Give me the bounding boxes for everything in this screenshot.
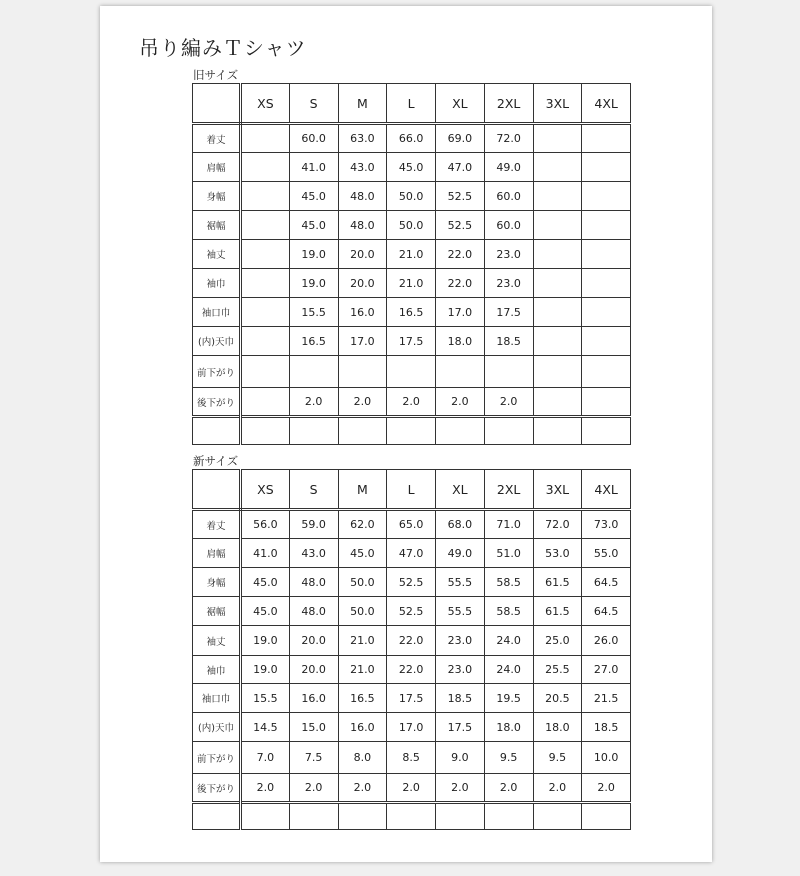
empty-cell — [289, 417, 338, 445]
measurement-value: 59.0 — [289, 510, 338, 539]
measurement-value: 45.0 — [387, 153, 436, 182]
measurement-value: 49.0 — [436, 539, 485, 568]
measurement-value: 2.0 — [387, 774, 436, 803]
measurement-value — [582, 124, 631, 153]
measurement-value: 52.5 — [387, 597, 436, 626]
measurement-value: 2.0 — [484, 774, 533, 803]
measurement-value: 23.0 — [484, 269, 533, 298]
measurement-value: 20.0 — [289, 656, 338, 684]
measurement-label: 裾幅 — [193, 597, 241, 626]
size-header-l: L — [387, 84, 436, 124]
measurement-value: 18.5 — [436, 684, 485, 713]
measurement-value — [533, 269, 582, 298]
measurement-value: 8.5 — [387, 742, 436, 774]
page-title: 吊り編みＴシャツ — [139, 36, 307, 60]
measurement-value: 45.0 — [338, 539, 387, 568]
empty-cell — [387, 417, 436, 445]
measurement-value: 47.0 — [387, 539, 436, 568]
measurement-value: 15.0 — [289, 713, 338, 742]
measurement-value: 17.0 — [387, 713, 436, 742]
measurement-value — [533, 153, 582, 182]
empty-cell — [193, 417, 241, 445]
measurement-value: 51.0 — [484, 539, 533, 568]
size-header-4xl: 4XL — [582, 84, 631, 124]
measurement-value: 16.5 — [338, 684, 387, 713]
measurement-value — [436, 356, 485, 388]
empty-cell — [582, 803, 631, 830]
measurement-value: 17.0 — [436, 298, 485, 327]
measurement-value: 22.0 — [436, 269, 485, 298]
empty-cell — [533, 417, 582, 445]
measurement-label: 袖口巾 — [193, 298, 241, 327]
measurement-value: 55.5 — [436, 597, 485, 626]
measurement-value: 65.0 — [387, 510, 436, 539]
measurement-label: 後下がり — [193, 774, 241, 803]
measurement-value: 73.0 — [582, 510, 631, 539]
measurement-value: 24.0 — [484, 626, 533, 656]
measurement-value: 41.0 — [241, 539, 290, 568]
measurement-value — [387, 356, 436, 388]
measurement-value: 43.0 — [338, 153, 387, 182]
measurement-value: 62.0 — [338, 510, 387, 539]
measurement-value — [582, 356, 631, 388]
measurement-value: 19.0 — [289, 269, 338, 298]
measurement-label: 着丈 — [193, 124, 241, 153]
measurement-value: 16.0 — [338, 298, 387, 327]
measurement-value: 2.0 — [289, 774, 338, 803]
measurement-value — [533, 211, 582, 240]
measurement-value: 64.5 — [582, 597, 631, 626]
measurement-label: 袖丈 — [193, 240, 241, 269]
measurement-value — [582, 211, 631, 240]
header-row — [193, 470, 631, 510]
empty-cell — [338, 803, 387, 830]
measurement-value: 7.5 — [289, 742, 338, 774]
table-row — [193, 298, 631, 327]
table-row — [193, 597, 631, 626]
measurement-value: 52.5 — [436, 211, 485, 240]
measurement-value: 50.0 — [387, 211, 436, 240]
measurement-value: 24.0 — [484, 656, 533, 684]
measurement-value — [241, 327, 290, 356]
measurement-value: 55.5 — [436, 568, 485, 597]
empty-cell — [436, 417, 485, 445]
old-size-section-label: 旧サイズ — [193, 68, 239, 82]
size-header-3xl: 3XL — [533, 84, 582, 124]
measurement-value: 60.0 — [484, 211, 533, 240]
measurement-label: 肩幅 — [193, 153, 241, 182]
measurement-label: 袖口巾 — [193, 684, 241, 713]
measurement-value: 20.0 — [338, 269, 387, 298]
measurement-value — [533, 356, 582, 388]
measurement-value — [241, 240, 290, 269]
measurement-value: 17.5 — [436, 713, 485, 742]
measurement-value: 45.0 — [289, 211, 338, 240]
table-row — [193, 539, 631, 568]
measurement-value — [533, 327, 582, 356]
measurement-value: 43.0 — [289, 539, 338, 568]
measurement-value: 17.0 — [338, 327, 387, 356]
measurement-value: 56.0 — [241, 510, 290, 539]
measurement-value: 20.0 — [289, 626, 338, 656]
size-header-2xl: 2XL — [484, 470, 533, 510]
corner-cell — [193, 84, 241, 124]
measurement-value: 20.5 — [533, 684, 582, 713]
measurement-value: 2.0 — [289, 388, 338, 417]
table-row — [193, 124, 631, 153]
measurement-value: 48.0 — [338, 211, 387, 240]
measurement-value: 17.5 — [387, 327, 436, 356]
measurement-label: 肩幅 — [193, 539, 241, 568]
measurement-value: 16.0 — [338, 713, 387, 742]
measurement-value: 55.0 — [582, 539, 631, 568]
measurement-value: 23.0 — [436, 626, 485, 656]
measurement-label: 前下がり — [193, 742, 241, 774]
measurement-value — [533, 298, 582, 327]
measurement-value: 50.0 — [387, 182, 436, 211]
table-row — [193, 742, 631, 774]
table-row — [193, 182, 631, 211]
size-header-s: S — [289, 470, 338, 510]
measurement-value: 61.5 — [533, 568, 582, 597]
measurement-value — [289, 356, 338, 388]
measurement-value: 50.0 — [338, 568, 387, 597]
measurement-value: 58.5 — [484, 597, 533, 626]
table-row — [193, 327, 631, 356]
measurement-value: 48.0 — [338, 182, 387, 211]
table-row — [193, 626, 631, 656]
size-header-4xl: 4XL — [582, 470, 631, 510]
measurement-value: 50.0 — [338, 597, 387, 626]
size-header-xl: XL — [436, 84, 485, 124]
measurement-value: 23.0 — [484, 240, 533, 269]
measurement-value: 18.0 — [436, 327, 485, 356]
measurement-value: 41.0 — [289, 153, 338, 182]
measurement-value — [533, 182, 582, 211]
empty-cell — [582, 417, 631, 445]
measurement-value: 23.0 — [436, 656, 485, 684]
measurement-value — [241, 124, 290, 153]
measurement-value: 9.0 — [436, 742, 485, 774]
measurement-value: 71.0 — [484, 510, 533, 539]
measurement-value — [582, 269, 631, 298]
measurement-value: 2.0 — [241, 774, 290, 803]
table-row — [193, 656, 631, 684]
measurement-value: 2.0 — [436, 774, 485, 803]
measurement-value: 9.5 — [533, 742, 582, 774]
empty-cell — [338, 417, 387, 445]
measurement-value — [533, 388, 582, 417]
measurement-value: 63.0 — [338, 124, 387, 153]
size-header-2xl: 2XL — [484, 84, 533, 124]
measurement-value: 27.0 — [582, 656, 631, 684]
empty-cell — [289, 803, 338, 830]
measurement-value: 49.0 — [484, 153, 533, 182]
measurement-value: 18.5 — [582, 713, 631, 742]
measurement-value: 21.0 — [387, 240, 436, 269]
measurement-value — [533, 240, 582, 269]
measurement-value: 16.5 — [387, 298, 436, 327]
measurement-value: 48.0 — [289, 597, 338, 626]
table-row — [193, 240, 631, 269]
measurement-value — [241, 182, 290, 211]
measurement-label: 裾幅 — [193, 211, 241, 240]
empty-cell — [241, 803, 290, 830]
measurement-value: 18.0 — [533, 713, 582, 742]
measurement-value: 2.0 — [484, 388, 533, 417]
measurement-value: 52.5 — [436, 182, 485, 211]
measurement-value: 2.0 — [436, 388, 485, 417]
measurement-value: 21.0 — [338, 656, 387, 684]
measurement-value: 8.0 — [338, 742, 387, 774]
measurement-value: 25.0 — [533, 626, 582, 656]
size-header-xs: XS — [241, 84, 290, 124]
table-row — [193, 510, 631, 539]
table-row — [193, 153, 631, 182]
measurement-value — [582, 327, 631, 356]
measurement-label: 袖巾 — [193, 656, 241, 684]
measurement-value: 14.5 — [241, 713, 290, 742]
measurement-value: 26.0 — [582, 626, 631, 656]
measurement-label: 後下がり — [193, 388, 241, 417]
measurement-value: 20.0 — [338, 240, 387, 269]
measurement-value: 18.5 — [484, 327, 533, 356]
measurement-value: 19.0 — [241, 656, 290, 684]
measurement-value: 60.0 — [289, 124, 338, 153]
measurement-value: 2.0 — [582, 774, 631, 803]
measurement-value: 19.5 — [484, 684, 533, 713]
measurement-value: 10.0 — [582, 742, 631, 774]
measurement-value: 52.5 — [387, 568, 436, 597]
measurement-value: 15.5 — [241, 684, 290, 713]
old-size-table — [192, 83, 631, 445]
corner-cell — [193, 470, 241, 510]
table-row — [193, 211, 631, 240]
measurement-value: 22.0 — [436, 240, 485, 269]
measurement-value: 47.0 — [436, 153, 485, 182]
measurement-value: 18.0 — [484, 713, 533, 742]
measurement-label: 袖巾 — [193, 269, 241, 298]
measurement-value: 60.0 — [484, 182, 533, 211]
measurement-value: 2.0 — [387, 388, 436, 417]
new-size-section-label: 新サイズ — [193, 454, 239, 468]
measurement-value — [582, 182, 631, 211]
measurement-value: 48.0 — [289, 568, 338, 597]
measurement-value: 16.0 — [289, 684, 338, 713]
measurement-value: 22.0 — [387, 626, 436, 656]
size-header-s: S — [289, 84, 338, 124]
measurement-value: 72.0 — [484, 124, 533, 153]
empty-cell — [193, 803, 241, 830]
measurement-value — [533, 124, 582, 153]
size-header-m: M — [338, 84, 387, 124]
measurement-value: 45.0 — [241, 597, 290, 626]
measurement-label: 身幅 — [193, 568, 241, 597]
measurement-value: 16.5 — [289, 327, 338, 356]
measurement-label: 袖丈 — [193, 626, 241, 656]
table-row — [193, 388, 631, 417]
measurement-value — [582, 298, 631, 327]
measurement-value: 9.5 — [484, 742, 533, 774]
measurement-value: 58.5 — [484, 568, 533, 597]
measurement-value: 21.0 — [338, 626, 387, 656]
table-row — [193, 269, 631, 298]
measurement-value: 2.0 — [338, 388, 387, 417]
measurement-value — [241, 298, 290, 327]
measurement-value: 53.0 — [533, 539, 582, 568]
measurement-value — [582, 153, 631, 182]
measurement-value — [582, 240, 631, 269]
measurement-value: 15.5 — [289, 298, 338, 327]
empty-cell — [533, 803, 582, 830]
measurement-label: 身幅 — [193, 182, 241, 211]
measurement-value: 45.0 — [289, 182, 338, 211]
measurement-label: (内)天巾 — [193, 327, 241, 356]
measurement-value: 2.0 — [533, 774, 582, 803]
measurement-label: 着丈 — [193, 510, 241, 539]
empty-cell — [484, 803, 533, 830]
measurement-value — [241, 269, 290, 298]
measurement-value: 19.0 — [241, 626, 290, 656]
empty-footer-row — [193, 803, 631, 830]
empty-footer-row — [193, 417, 631, 445]
measurement-label: 前下がり — [193, 356, 241, 388]
table-row — [193, 713, 631, 742]
measurement-value: 7.0 — [241, 742, 290, 774]
size-header-xs: XS — [241, 470, 290, 510]
empty-cell — [436, 803, 485, 830]
measurement-value: 66.0 — [387, 124, 436, 153]
size-header-m: M — [338, 470, 387, 510]
empty-cell — [484, 417, 533, 445]
measurement-value: 17.5 — [484, 298, 533, 327]
document-page — [100, 6, 712, 862]
measurement-value — [241, 356, 290, 388]
measurement-value: 61.5 — [533, 597, 582, 626]
table-row — [193, 774, 631, 803]
measurement-value — [241, 153, 290, 182]
measurement-value: 22.0 — [387, 656, 436, 684]
measurement-value: 72.0 — [533, 510, 582, 539]
header-row — [193, 84, 631, 124]
table-row — [193, 684, 631, 713]
measurement-value: 21.0 — [387, 269, 436, 298]
measurement-value — [241, 388, 290, 417]
table-row — [193, 356, 631, 388]
empty-cell — [387, 803, 436, 830]
size-header-3xl: 3XL — [533, 470, 582, 510]
measurement-value: 17.5 — [387, 684, 436, 713]
measurement-value: 69.0 — [436, 124, 485, 153]
new-size-table — [192, 469, 631, 830]
measurement-value: 19.0 — [289, 240, 338, 269]
empty-cell — [241, 417, 290, 445]
measurement-label: (内)天巾 — [193, 713, 241, 742]
size-header-l: L — [387, 470, 436, 510]
measurement-value: 25.5 — [533, 656, 582, 684]
measurement-value: 2.0 — [338, 774, 387, 803]
measurement-value — [241, 211, 290, 240]
table-row — [193, 568, 631, 597]
measurement-value — [484, 356, 533, 388]
measurement-value: 64.5 — [582, 568, 631, 597]
measurement-value — [582, 388, 631, 417]
measurement-value: 45.0 — [241, 568, 290, 597]
size-header-xl: XL — [436, 470, 485, 510]
measurement-value: 68.0 — [436, 510, 485, 539]
measurement-value — [338, 356, 387, 388]
measurement-value: 21.5 — [582, 684, 631, 713]
